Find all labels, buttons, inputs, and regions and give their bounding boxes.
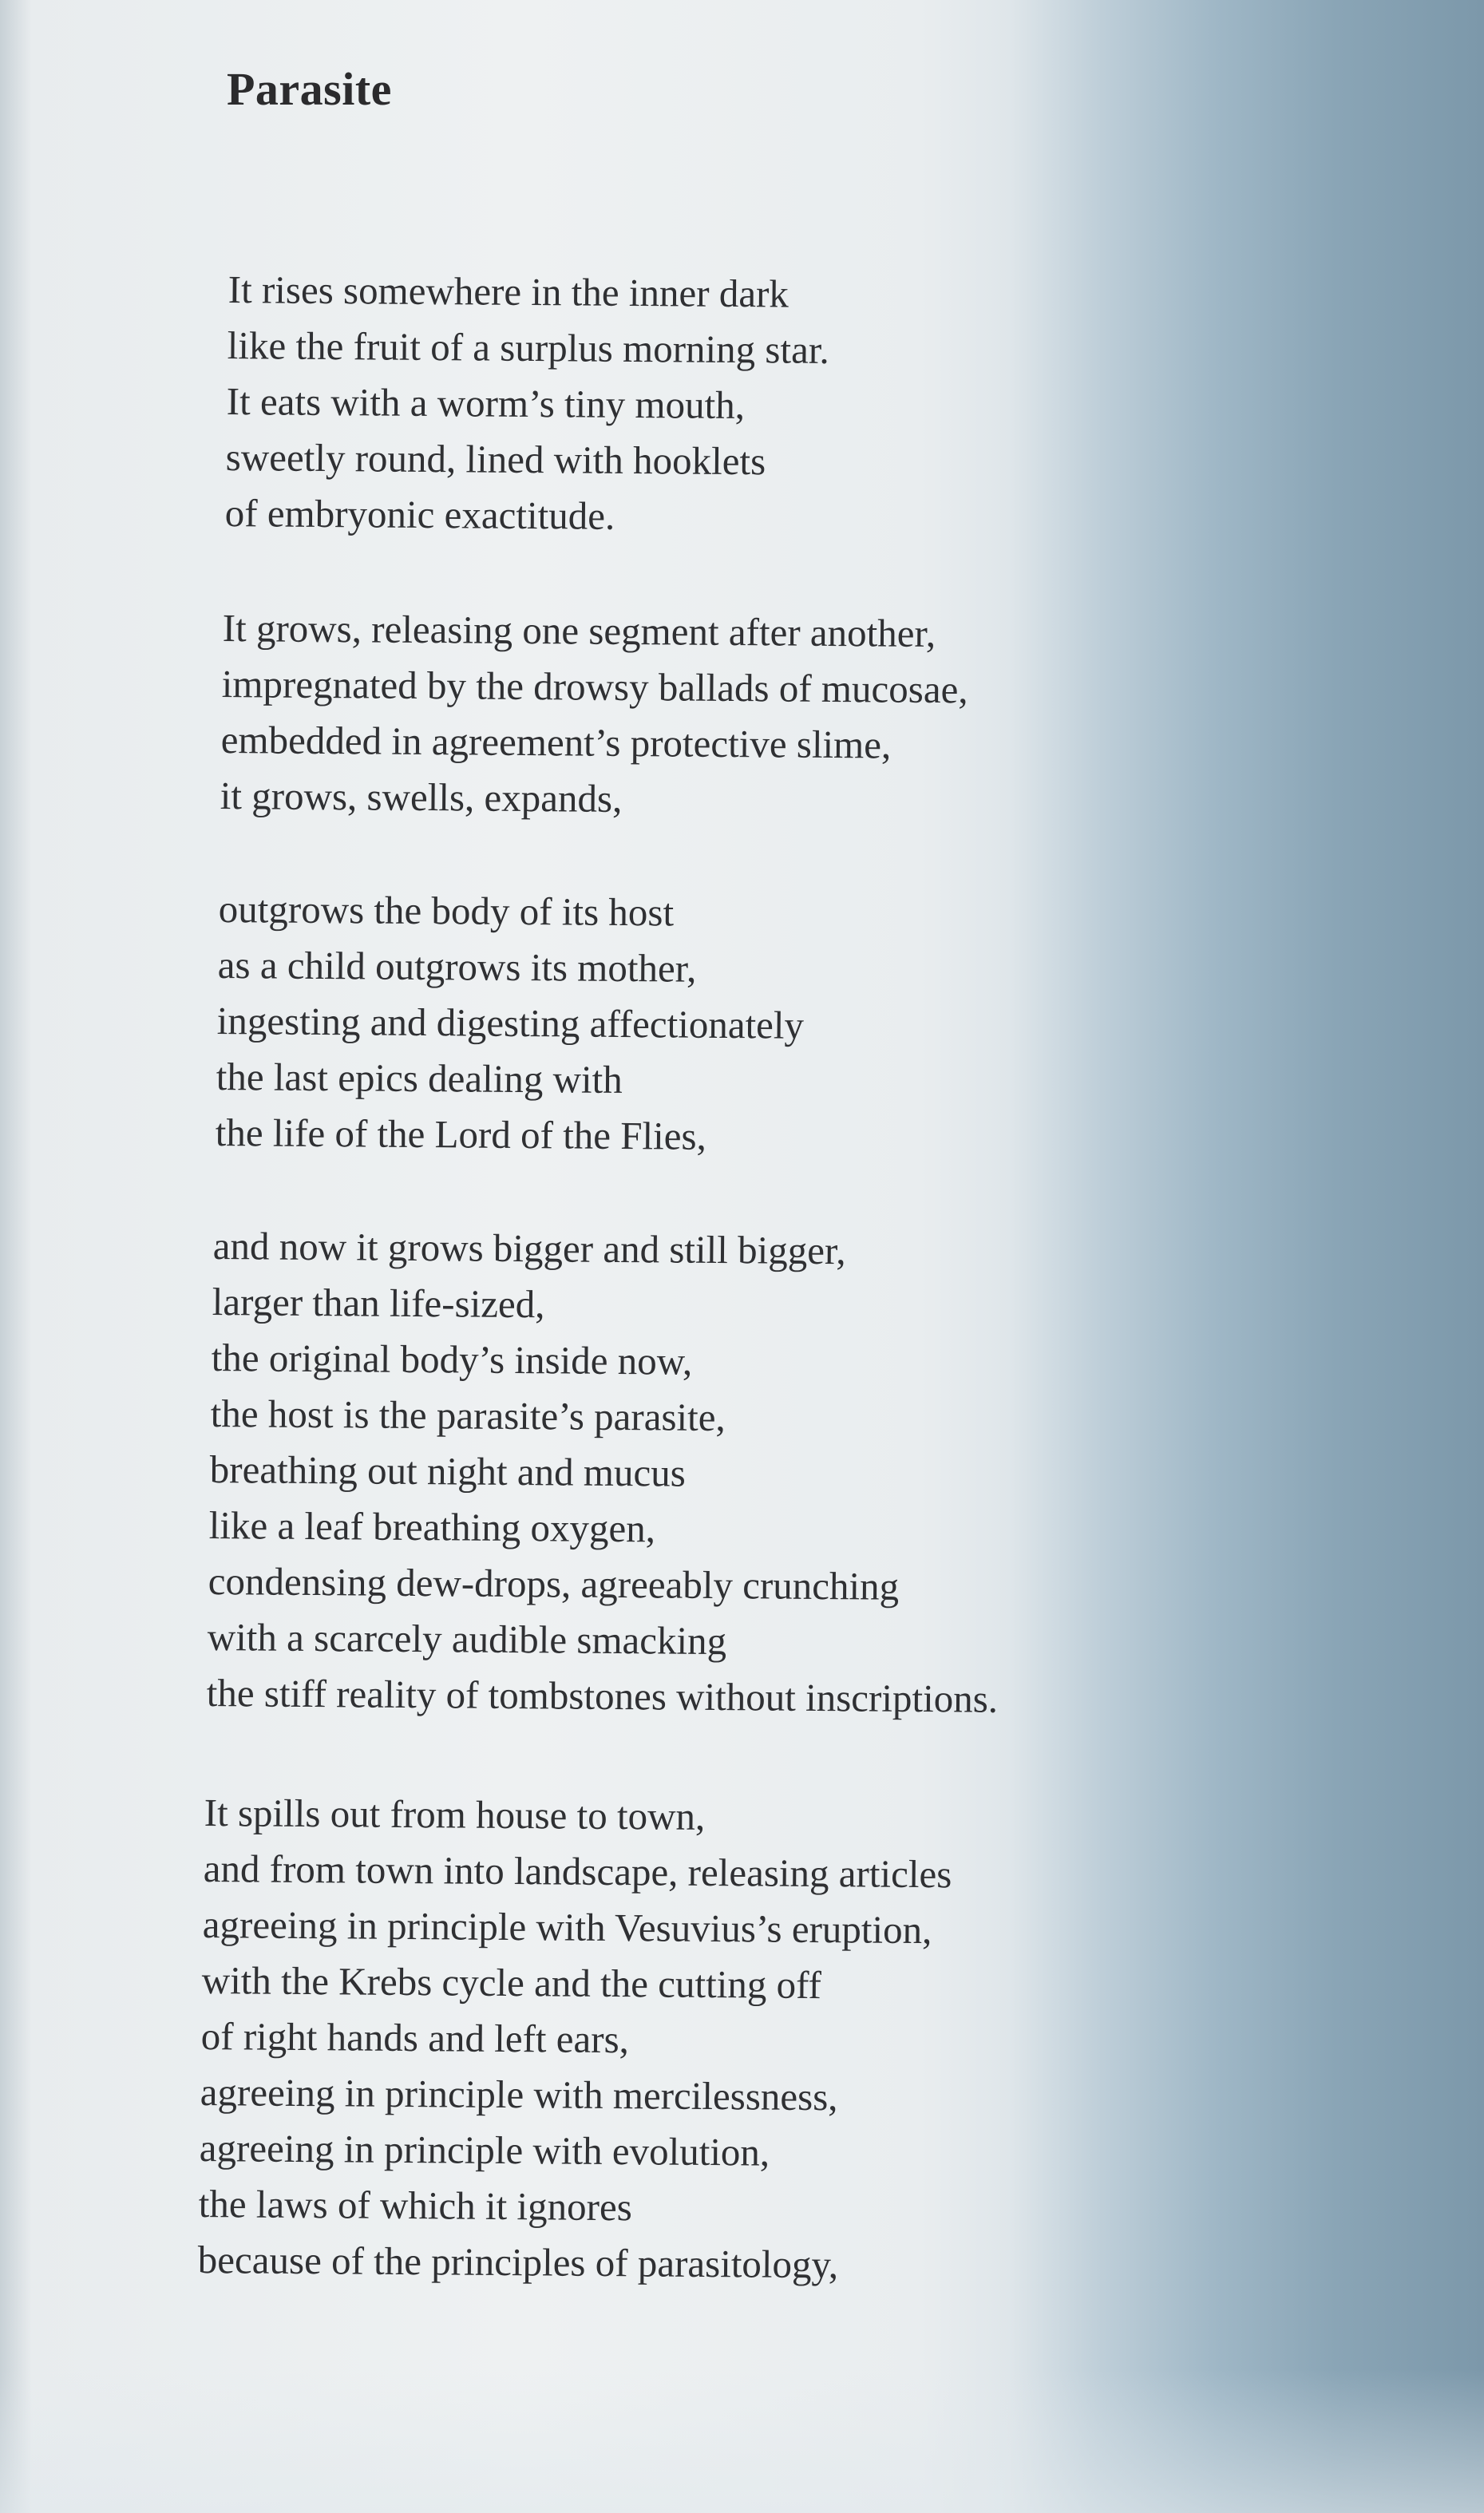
poem-line: It rises somewhere in the inner dark <box>228 267 789 316</box>
poem-line: breathing out night and mucus <box>209 1447 687 1495</box>
poem-line: it grows, swells, expands, <box>220 774 623 821</box>
poem-line: the host is the parasite’s parasite, <box>210 1391 726 1440</box>
poem-line: agreeing in principle with Vesuvius’s eruption, <box>202 1902 932 1953</box>
poem-line: with a scarcely audible smacking <box>207 1615 727 1664</box>
poem-title: Parasite <box>227 63 392 115</box>
poem-line: larger than life-sized, <box>212 1280 546 1327</box>
poem-line: the laws of which it ignores <box>198 2182 632 2230</box>
poem-line: the original body’s inside now, <box>211 1336 693 1383</box>
poem-line: like the fruit of a surplus morning star. <box>227 323 829 372</box>
poem-line: the last epics dealing with <box>216 1055 623 1102</box>
poem-line: and now it grows bigger and still bigger, <box>212 1224 847 1273</box>
poem-line: the stiff reality of tombstones without inscriptions. <box>206 1671 999 1721</box>
poem-line: with the Krebs cycle and the cutting off <box>201 1958 822 2008</box>
poem-line: and from town into landscape, releasing articles <box>203 1846 952 1897</box>
poem-line: condensing dew-drops, agreeably crunching <box>208 1559 900 1609</box>
poem-line: outgrows the body of its host <box>218 887 675 935</box>
poem-line: agreeing in principle with mercilessness, <box>200 2070 838 2119</box>
poem-line: It grows, releasing one segment after another, <box>222 606 936 656</box>
poem-line: sweetly round, lined with hooklets <box>225 435 766 484</box>
poem-line: of right hands and left ears, <box>200 2014 630 2062</box>
poem-line: ingesting and digesting affectionately <box>216 999 805 1047</box>
poem-line: impregnated by the drowsy ballads of mucosae, <box>221 662 969 712</box>
poem-line: agreeing in principle with evolution, <box>199 2126 770 2175</box>
poem-line: the life of the Lord of the Flies, <box>215 1110 706 1158</box>
poem-line: It spills out from house to town, <box>204 1791 706 1838</box>
poem-line: It eats with a worm’s tiny mouth, <box>226 379 745 428</box>
poem-line: embedded in agreement’s protective slime, <box>220 718 892 767</box>
poem-line: of embryonic exactitude. <box>224 491 615 538</box>
poem-line: like a leaf breathing oxygen, <box>208 1503 656 1551</box>
poem-line: because of the principles of parasitology, <box>197 2238 839 2287</box>
poem-line: as a child outgrows its mother, <box>217 943 697 991</box>
